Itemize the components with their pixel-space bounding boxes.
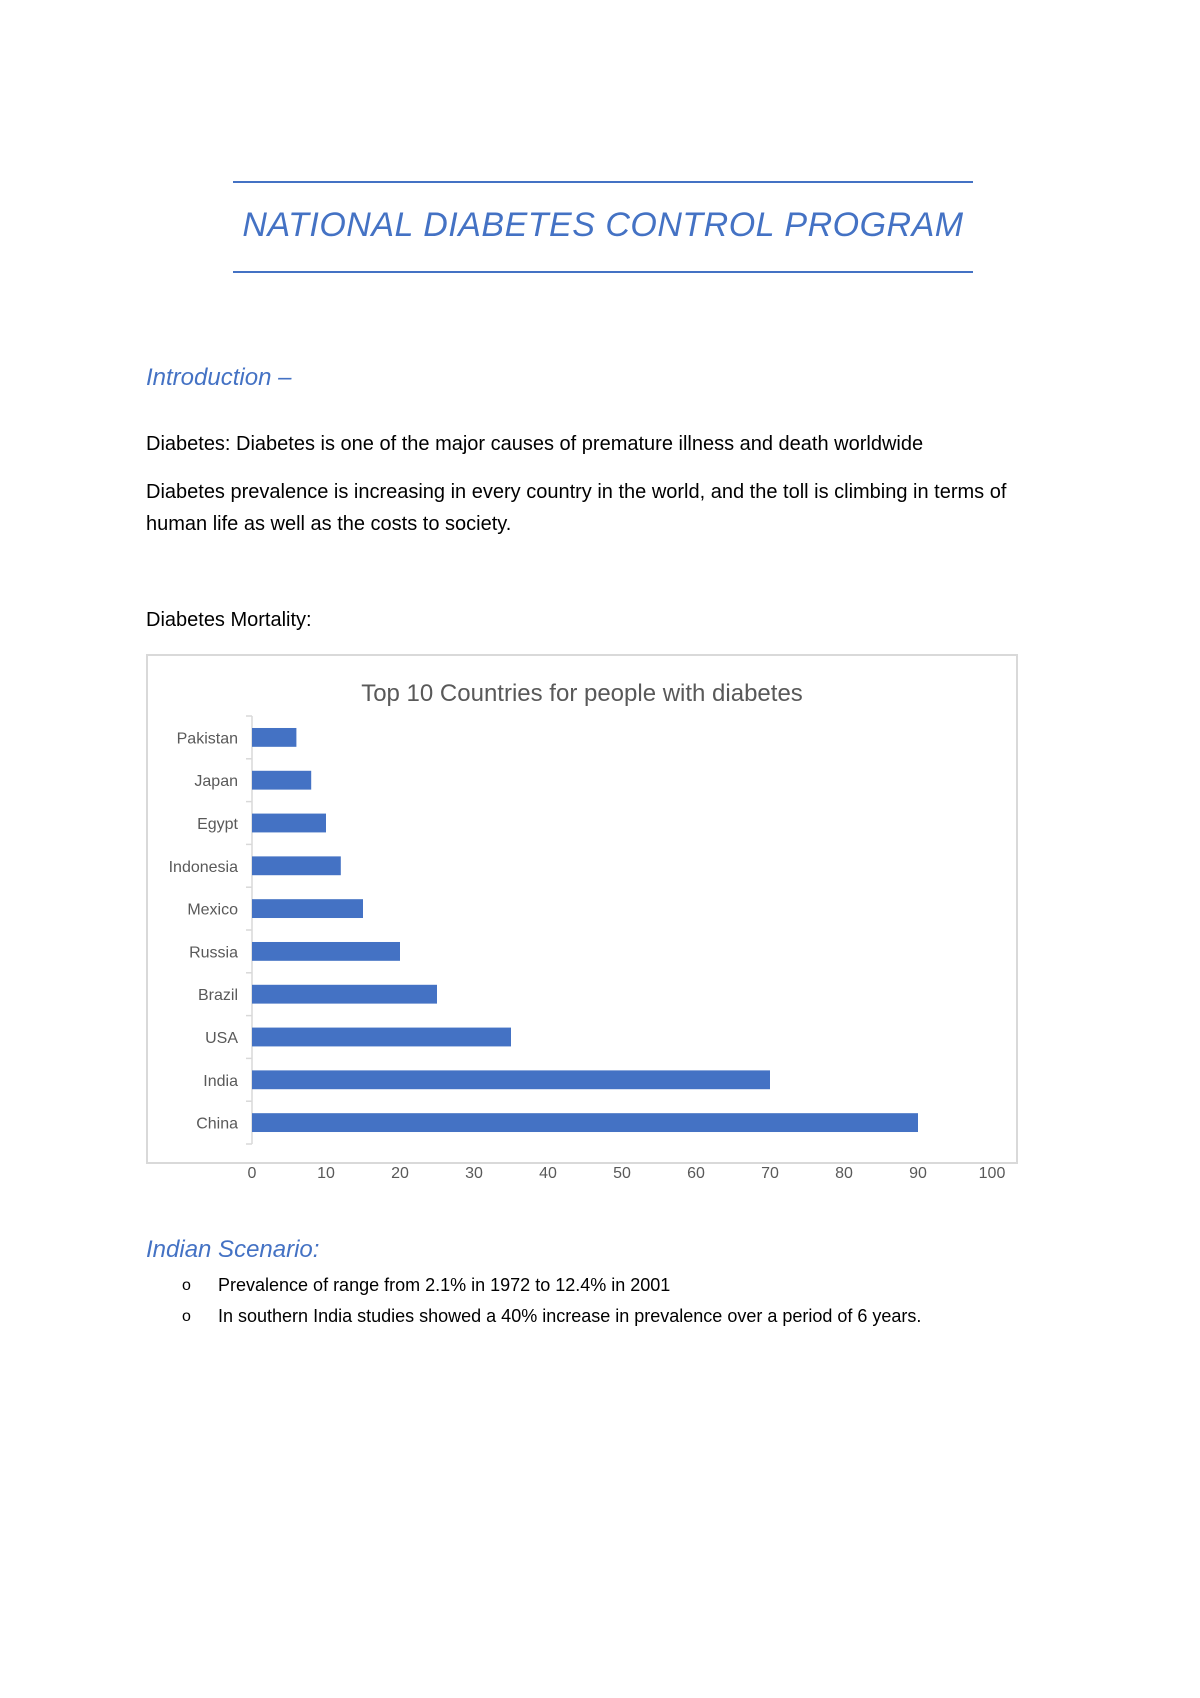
bar-india <box>252 1070 770 1089</box>
y-tick-label: India <box>203 1072 238 1090</box>
bar-mexico <box>252 899 363 918</box>
bullet-marker: o <box>182 1277 191 1294</box>
x-tick-label: 90 <box>909 1165 927 1182</box>
y-tick-label: Pakistan <box>176 730 238 748</box>
document-title: NATIONAL DIABETES CONTROL PROGRAM <box>242 206 964 244</box>
mortality-chart <box>146 654 1018 1182</box>
y-tick-label: USA <box>205 1030 238 1047</box>
y-tick-label: Japan <box>194 773 238 791</box>
y-tick-label: Indonesia <box>168 858 238 876</box>
y-tick-label: Mexico <box>187 901 238 919</box>
list-item-text: Prevalence of range from 2.1% in 1972 to 12.4% in 2001 <box>218 1275 671 1295</box>
y-tick-label: Egypt <box>197 816 238 833</box>
x-tick-label: 80 <box>835 1165 853 1182</box>
intro-paragraph-1: Diabetes: Diabetes is one of the major causes of premature illness and death worldwide <box>146 433 924 455</box>
list-item <box>146 1270 1046 1301</box>
indian-scenario-list <box>146 1270 1046 1332</box>
title-rule-bottom <box>233 271 973 273</box>
bar-usa <box>252 1028 511 1047</box>
x-tick-label: 100 <box>978 1165 1006 1182</box>
y-tick-label: Russia <box>189 944 238 962</box>
introduction-heading: Introduction – <box>146 364 292 391</box>
bar-china <box>252 1113 918 1132</box>
bullet-marker: o <box>182 1308 191 1325</box>
mortality-label: Diabetes Mortality: <box>146 609 312 631</box>
bar-pakistan <box>252 728 296 747</box>
bar-brazil <box>252 985 437 1004</box>
x-tick-label: 50 <box>613 1165 631 1182</box>
bar-russia <box>252 942 400 961</box>
bar-egypt <box>252 814 326 833</box>
y-tick-label: Brazil <box>197 987 238 1005</box>
indian-scenario-heading: Indian Scenario: <box>146 1236 320 1263</box>
x-tick-label: 70 <box>761 1165 779 1182</box>
title-rule-top <box>233 181 973 183</box>
x-tick-label: 10 <box>317 1165 335 1182</box>
chart-title: Top 10 Countries for people with diabetes <box>361 680 803 707</box>
x-tick-label: 30 <box>465 1165 483 1182</box>
list-item <box>146 1301 1046 1332</box>
x-tick-label: 0 <box>247 1165 257 1182</box>
bar-chart-svg <box>148 656 1016 1182</box>
x-tick-label: 20 <box>391 1165 409 1182</box>
x-tick-label: 40 <box>539 1165 557 1182</box>
bar-indonesia <box>252 856 341 875</box>
intro-paragraph-2: Diabetes prevalence is increasing in every country in the world, and the toll is climbing in terms of human life as well as the costs to society. <box>146 481 1007 535</box>
y-tick-label: China <box>196 1115 238 1133</box>
list-item-text: In southern India studies showed a 40% increase in prevalence over a period of 6 years. <box>218 1306 922 1326</box>
x-tick-label: 60 <box>687 1165 705 1182</box>
bar-japan <box>252 771 311 790</box>
